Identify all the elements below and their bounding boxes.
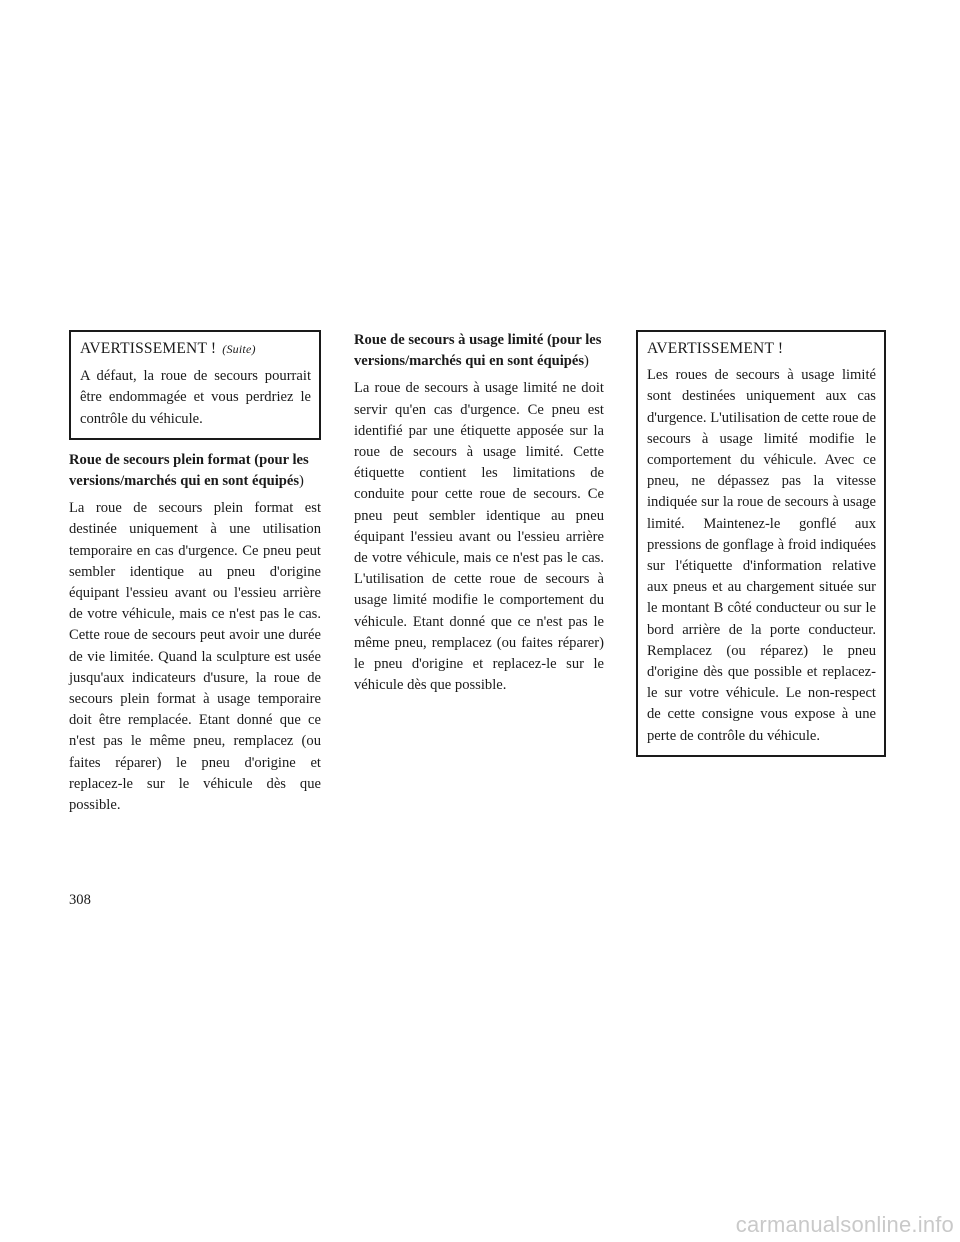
section-heading-limited-use-spare xyxy=(354,330,604,372)
right-column xyxy=(636,330,886,757)
warning-continued-label: (Suite) xyxy=(222,342,256,356)
heading-text: Roue de secours à usage limité (pour les versions/marchés qui en sont équipés xyxy=(354,332,602,370)
watermark: carmanualsonline.info xyxy=(735,1212,954,1237)
section-heading-full-size-spare xyxy=(69,450,321,492)
middle-column xyxy=(354,330,604,696)
warning-box-continued xyxy=(69,330,321,440)
warning-title xyxy=(80,338,311,360)
warning-title-text: AVERTISSEMENT ! xyxy=(647,340,784,357)
left-column xyxy=(69,330,321,816)
warning-title-text: AVERTISSEMENT ! xyxy=(80,340,217,357)
warning-body: Les roues de secours à usage limité sont destinées uniquement aux cas d'urgence. L'utilisation de cette roue de secours à usage limité modifie le comportement du véhicule. Avec ce pneu, ne dépassez pas la vitesse indiquée sur la roue de secours à usage limité. Maintenez-le gonflé aux pressions de gonflage à froid indiquées sur l'étiquette d'information relative aux pneus et au chargement située sur le montant B côté conducteur ou sur le bord arrière de la porte conducteur. Remplacez (ou réparez) le pneu d'origine dès que possible et replacez-le sur votre véhicule. Le non-respect de cette consigne vous expose à une perte de contrôle du véhicule. xyxy=(647,367,876,744)
heading-tail: ) xyxy=(584,353,589,370)
paragraph-limited-use-spare: La roue de secours à usage limité ne doit servir qu'en cas d'urgence. Ce pneu est identifié par une étiquette apposée sur la roue de secours à usage limité. Cette étiquette contient les limitations de conduite pour cette roue de secours. Ce pneu peut sembler identique au pneu équipant l'essieu avant ou l'essieu arrière de votre véhicule, mais ce n'est pas le cas. L'utilisation de cette roue de secours à usage limité modifie le comportement du véhicule. Etant donné que ce n'est pas le même pneu, remplacez (ou faites réparer) le pneu d'origine et replacez-le sur le véhicule dès que possible. xyxy=(354,380,604,694)
warning-box xyxy=(636,330,886,757)
warning-title xyxy=(647,338,876,359)
page-number: 308 xyxy=(69,892,91,908)
heading-tail: ) xyxy=(299,473,304,490)
paragraph-full-size-spare: La roue de secours plein format est destinée uniquement à une utilisation temporaire en cas d'urgence. Ce pneu peut sembler identique au pneu d'origine équipant l'essieu avant ou l'essieu arrière de votre véhicule, mais ce n'est pas le cas. Cette roue de secours peut avoir une durée de vie limitée. Quand la sculpture est usée jusqu'aux indicateurs d'usure, la roue de secours plein format à usage temporaire doit être remplacée. Etant donné que ce n'est pas le même pneu, remplacez (ou faites réparer) le pneu d'origine et replacez-le sur le véhicule dès que possible. xyxy=(69,500,321,814)
heading-text: Roue de secours plein format (pour les versions/marchés qui en sont équipés xyxy=(69,451,309,490)
warning-body: A défaut, la roue de secours pourrait être endommagée et vous perdriez le contrôle du véhicule. xyxy=(80,368,311,427)
